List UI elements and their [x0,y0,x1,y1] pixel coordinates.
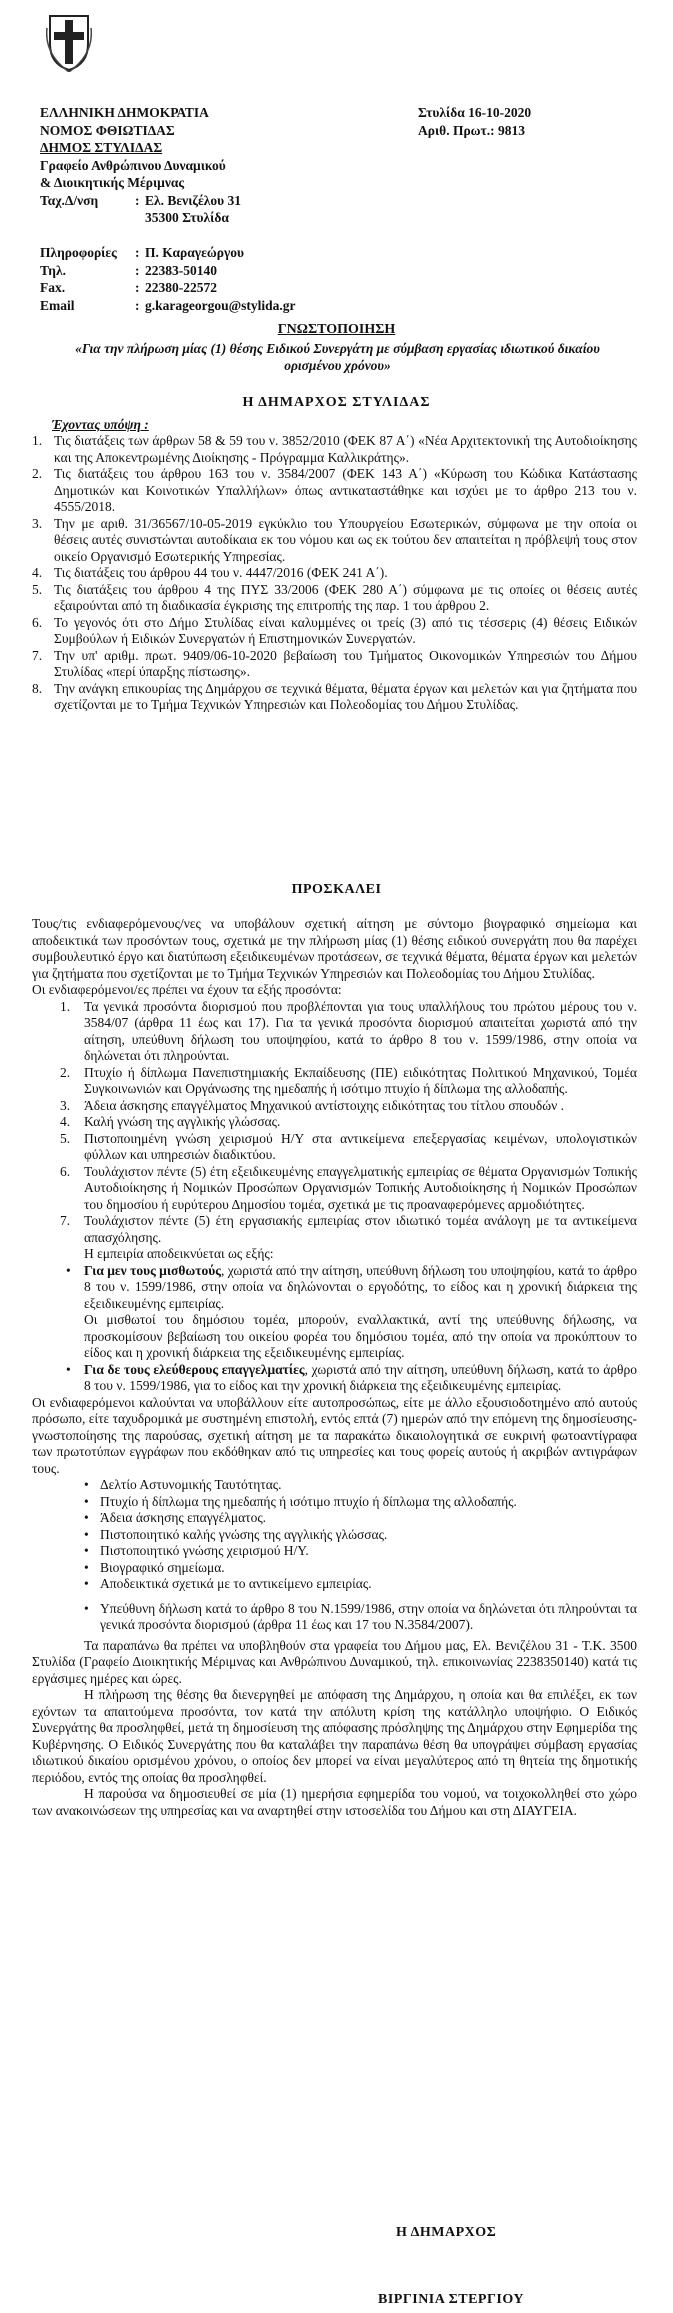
email-value: g.karageorgou@stylida.gr [145,297,296,313]
bullet-icon: • [84,1526,89,1542]
protocol-line: Αριθ. Πρωτ.: 9813 [418,122,526,138]
address-value: Ελ. Βενιζέλου 31 [145,192,241,208]
list-item: 7. Τουλάχιστον πέντε (5) έτη εργασιακής εμπειρίας στον ιδιωτικό τομέα ανάλογη με τα αντικείμενα απασχόλησης. [60,1213,637,1245]
address-postal: 35300 Στυλίδα [145,210,229,225]
list-item: • Δελτίο Αστυνομικής Ταυτότητας. [32,1477,637,1494]
documents-list [32,1477,637,1593]
list-item: 2. Πτυχίο ή δίπλωμα Πανεπιστημιακής Εκπαίδευσης (ΠΕ) ειδικότητας Πολιτικού Μηχανικού, Τομέα Συγκοινωνιών και Οργάνωσης της ημεδαπής ή ισότιμο πτυχίο ή δίπλωμα της αλλοδαπής. [60,1064,637,1096]
closing-paragraph: Τα παραπάνω θα πρέπει να υποβληθούν στα γραφεία του Δήμου μας, Ελ. Βενιζέλου 31 - Τ.Κ. 3500 Στυλίδα (Γραφείο Διοικητικής Μέριμνας και Ανθρώπινου Δυναμικού, τηλ. επικοινωνίας 2238350140) κατά τις εργάσιμες ημέρες και ώρες. [32,1637,637,1686]
bullet-icon: • [84,1559,89,1575]
list-item: 3. Άδεια άσκησης επαγγέλματος Μηχανικού αντίστοιχης ειδικότητας του τίτλου σπουδών . [60,1097,564,1113]
list-item: 4. Τις διατάξεις του άρθρου 44 του ν. 4447/2016 (ΦΕΚ 241 Α΄). [32,565,388,580]
fax-value: 22380-22572 [145,280,217,295]
tel-row: Τηλ. : 22383-50140 [40,262,217,278]
invite-heading: ΠΡΟΣΚΑΛΕΙ [291,882,382,897]
bullet-icon: • [66,1262,71,1278]
notice-title: ΓΝΩΣΤΟΠΟΙΗΣΗ [277,322,396,337]
bullet-icon: • [84,1493,89,1509]
list-item: • Άδεια άσκησης επαγγέλματος. [32,1510,637,1527]
list-item: 1. Τα γενικά προσόντα διορισμού που προβλέπονται για τους υπαλλήλους του πρώτου μέρους του ν. 3584/07 (άρθρα 11 έως και 17). Για τα γενικά προσόντα διορισμού απαιτείται χωριστά από την αίτηση, υπεύθυνη δήλωση του υποψηφίου, κατά το άρθρο 8 του ν. 1599/1986, στην οποία να δηλώνεται ότι πληρούνται. [60,998,637,1063]
list-item: • Για μεν τους μισθωτούς, χωριστά από την αίτηση, υπεύθυνη δήλωση του υποψηφίου, κατά το άρθρο 8 του ν. 1599/1986, στην οποία να δηλώνονται ο εργοδότης, το είδος και η χρονική διάρκεια της εξειδικευμένης εμπειρίας. Οι μισθωτοί του δημόσιου τομέα, μπορούν, εναλλακτικά, αντί της υπεύθυνης δήλωσης, να προσκομίσουν βεβαίωση του οικείου φορέα του δημόσιου τομέα, από την οποία να προκύπτουν το είδος και η χρονική διάρκεια της εξειδικευμένης εμπειρίας. [32,1263,637,1362]
list-item: 1. Τις διατάξεις των άρθρων 58 & 59 του ν. 3852/2010 (ΦΕΚ 87 Α΄) «Νέα Αρχιτεκτονική της Αυτοδιοίκησης και της Αποκεντρωμένης Διοίκησης - Πρόγραμμα Καλλικράτης». [32,433,637,465]
fax-row: Fax. : 22380-22572 [40,280,217,295]
bullet-icon: • [84,1600,89,1616]
list-item: 6. Το γεγονός ότι στο Δήμο Στυλίδας είναι καλυμμένες οι τρείς (3) από τις τέσσερις (4) θέσεις Ειδικών Συμβούλων ή Ειδικών Συνεργατών ή Επιστημονικών Συνεργατών. [32,614,637,646]
address-label: Ταχ.Δ/νση [40,192,99,208]
list-item: 5. Πιστοποιημένη γνώση χειρισμού Η/Υ στα αντικείμενα επεξεργασίας κειμένων, υπολογιστικών φύλλων και υπηρεσιών διαδικτύου. [60,1130,637,1162]
notice-subtitle: «Για την πλήρωση μίας (1) θέσης Ειδικού Συνεργάτη με σύμβαση εργασίας ιδιωτικού δικαίου ορισμένου χρόνου» [75,341,600,373]
bullet-icon: • [84,1543,89,1558]
address-row: Ταχ.Δ/νση : Ελ. Βενιζέλου 31 [40,192,241,208]
qualifications-intro: Οι ενδιαφερόμενοι/ες πρέπει να έχουν τα εξής προσόντα: [32,982,342,997]
list-item: • Για δε τους ελεύθερους επαγγελματίες, χωριστά από την αίτηση, υπεύθυνη δήλωση, κατά το άρθρο 8 του ν. 1599/1986, για το είδος και την χρονική διάρκεια της εξειδικευμένης εμπειρίας. [32,1362,637,1395]
bullet-icon: • [84,1510,89,1525]
bullet-icon: • [84,1576,89,1591]
info-row: Πληροφορίες : Π. Καραγεώργου [40,245,245,260]
list-item: 5. Τις διατάξεις του άρθρου 4 της ΠΥΣ 33/2006 (ΦΕΚ 280 Α΄) σύμφωνα με τις οποίες οι θέσεις αυτές εξαιρούνται από τη διαδικασία έγκρισης της επιτροπής της παρ. 1 του άρθρου 2. [32,581,637,613]
date-protocol-block [418,104,531,139]
closing-paragraph: Η παρούσα να δημοσιευθεί σε μία (1) ημερήσια εφημερίδα του νομού, να τοιχοκολληθεί στο χώρο των ανακοινώσεων της υπηρεσίας και να αναρτηθεί στην ιστοσελίδα του Δήμου και στη ΔΙΑΥΓΕΙΑ. [32,1786,637,1818]
list-item: • Πιστοποιητικό καλής γνώσης της αγγλικής γλώσσας. [32,1527,637,1544]
invitation-body [32,916,637,1819]
org-line: ΔΗΜΟΣ ΣΤΥΛΙΔΑΣ [40,140,163,155]
issuer-block [40,104,241,227]
qualifications-list [32,999,637,1247]
mayor-heading: Η ΔΗΜΑΡΧΟΣ ΣΤΥΛΙΔΑΣ [242,395,431,410]
signature-role: Η ΔΗΜΑΡΧΟΣ [396,2225,497,2240]
date-line: Στυλίδα 16-10-2020 [418,105,532,120]
list-item: • Υπεύθυνη δήλωση κατά το άρθρο 8 του Ν.1599/1986, στην οποία να δηλώνεται ότι πληρούνται τα γενικά προσόντα διορισμού (άρθρα 11 έως και 17 του Ν.3584/2007). [32,1601,637,1634]
list-item: • Αποδεικτικά σχετικά με το αντικείμενο εμπειρίας. [32,1576,637,1593]
org-line: & Διοικητικής Μέριμνας [40,175,185,190]
list-item: • Πτυχίο ή δίπλωμα της ημεδαπής ή ισότιμο πτυχίο ή δίπλωμα της αλλοδαπής. [32,1494,637,1511]
list-item: • Πιστοποιητικό γνώσης χειρισμού Η/Υ. [32,1543,637,1560]
declaration-list [32,1601,637,1634]
submission-paragraph: Οι ενδιαφερόμενοι καλούνται να υποβάλλουν είτε αυτοπροσώπως, είτε με άλλο εξουσιοδοτημένο από αυτούς πρόσωπο, είτε ταχυδρομικά με συστημένη επιστολή, εντός επτά (7) ημερών από την επόμενη της δημοσίευσης-γνωστοποίησης της παρούσας, σχετική αίτηση με τα παρακάτω δικαιολογητικά σε ευκρινή φωτοαντίγραφα των πρωτοτύπων εγγράφων που εκδόθηκαν από τις υπηρεσίες και τους φορείς αυτούς ή ακριβών αντιγράφων τους. [32,1394,637,1476]
list-item: 3. Την με αριθ. 31/36567/10-05-2019 εγκύκλιο του Υπουργείου Εσωτερικών, σύμφωνα με την οποία οι θέσεις αυτές συνιστώνται αυτοδίκαια εκ του νόμου και ως εκ τούτου δεν απαιτείται η πρόβλεψή τους στον οικείο Οργανισμό Εσωτερικής Υπηρεσίας. [32,515,637,564]
bullet-icon: • [66,1361,71,1377]
org-line: ΝΟΜΟΣ ΦΘΙΩΤΙΔΑΣ [40,122,175,138]
intro-paragraph: Τους/τις ενδιαφερόμενους/νες να υποβάλουν σχετική αίτηση με σύντομο βιογραφικό σημείωμα και αποδεικτικά των προσόντων τους, σχετικά με την πλήρωση μίας (1) θέσης ειδικού συνεργάτη που θα παρέχει συμβουλευτικό έργο και διατύπωση εξειδικευμένων προτάσεων, σε τεχνικά θέματα, θέματα έργων και μελετών για ζητήματα που σχετίζονται με το Τμήμα Τεχνικών Υπηρεσιών και Πολεοδομίας του Δήμου Στυλίδας. [32,916,637,981]
list-item: 6. Τουλάχιστον πέντε (5) έτη εξειδικευμένης επαγγελματικής εμπειρίας σε θέματα Οργανισμών Τοπικής Αυτοδιοίκησης ή Νομικών Προσώπων Οργανισμών Τοπικής Αυτοδιοίκησης ή Νομικών Προσώπων του δημοσίου ή ευρύτερου Δημοσίου τομέα, σχετικά με τις προαναφερόμενες αρμοδιότητες. [60,1163,637,1212]
signature-name: ΒΙΡΓΙΝΙΑ ΣΤΕΡΓΙΟΥ [378,2292,524,2307]
list-item: 2. Τις διατάξεις του άρθρου 163 του ν. 3584/2007 (ΦΕΚ 143 Α΄) «Κύρωση του Κώδικα Κατάστασης Δημοτικών και Κοινοτικών Υπαλλήλων» όπως αντικαταστάθηκε και ισχύει με το άρθρο 213 του ν. 4555/2018. [32,466,637,514]
bullet-icon: • [84,1477,89,1492]
list-item: 4. Καλή γνώση της αγγλικής γλώσσας. [60,1114,281,1129]
org-line: Γραφείο Ανθρώπινου Δυναμικού [40,157,226,173]
experience-list [32,1263,637,1395]
greek-coat-of-arms-icon [46,14,92,72]
closing-paragraph: Η πλήρωση της θέσης θα διενεργηθεί με απόφαση της Δημάρχου, η οποία και θα επιλέξει, εκ των εχόντων τα απαιτούμενα προσόντα, τον κατά την απόλυτη κρίση της κατάλληλο υποψήφιο. Ο Ειδικός Συνεργάτης θα προσληφθεί, μετά τη δημοσίευση της απόφασης πρόσληψης της Δημάρχου στην Εφημερίδα της Κυβέρνησης. Ο Ειδικός Συνεργάτης που θα καταλάβει την παραπάνω θέση θα υπογράψει σύμβαση εργασίας ιδιωτικού δικαίου ορισμένου χρόνου, ο οποίος δεν μπορεί να είναι μεγαλύτερος από τη θητεία της δημοτικής περιόδου, εντός της οποίας θα προσληφθεί. [32,1687,637,1785]
considerations-list [32,433,637,714]
experience-intro: Η εμπειρία αποδεικνύεται ως εξής: [84,1246,274,1261]
contact-block [40,244,296,314]
list-item: 7. Την υπ' αριθμ. πρωτ. 9409/06-10-2020 βεβαίωση του Τμήματος Οικονομικών Υπηρεσιών του Δήμου Στυλίδας «περί ύπαρξης πίστωσης». [32,647,637,679]
having-label: Έχοντας υπόψη : [52,417,149,432]
list-item: 8. Την ανάγκη επικουρίας της Δημάρχου σε τεχνικά θέματα, θέματα έργων και μελετών και για ζητήματα που σχετίζονται με το Τμήμα Τεχνικών Υπηρεσιών και Πολεοδομίας του Δήμου Στυλίδας. [32,680,637,712]
tel-value: 22383-50140 [145,262,217,278]
org-line: ΕΛΛΗΝΙΚΗ ΔΗΜΟΚΡΑΤΙΑ [40,105,209,120]
address-row-2 [40,209,241,227]
email-row: Email : g.karageorgou@stylida.gr [40,297,296,313]
info-value: Π. Καραγεώργου [145,245,245,260]
list-item: • Βιογραφικό σημείωμα. [32,1560,637,1577]
